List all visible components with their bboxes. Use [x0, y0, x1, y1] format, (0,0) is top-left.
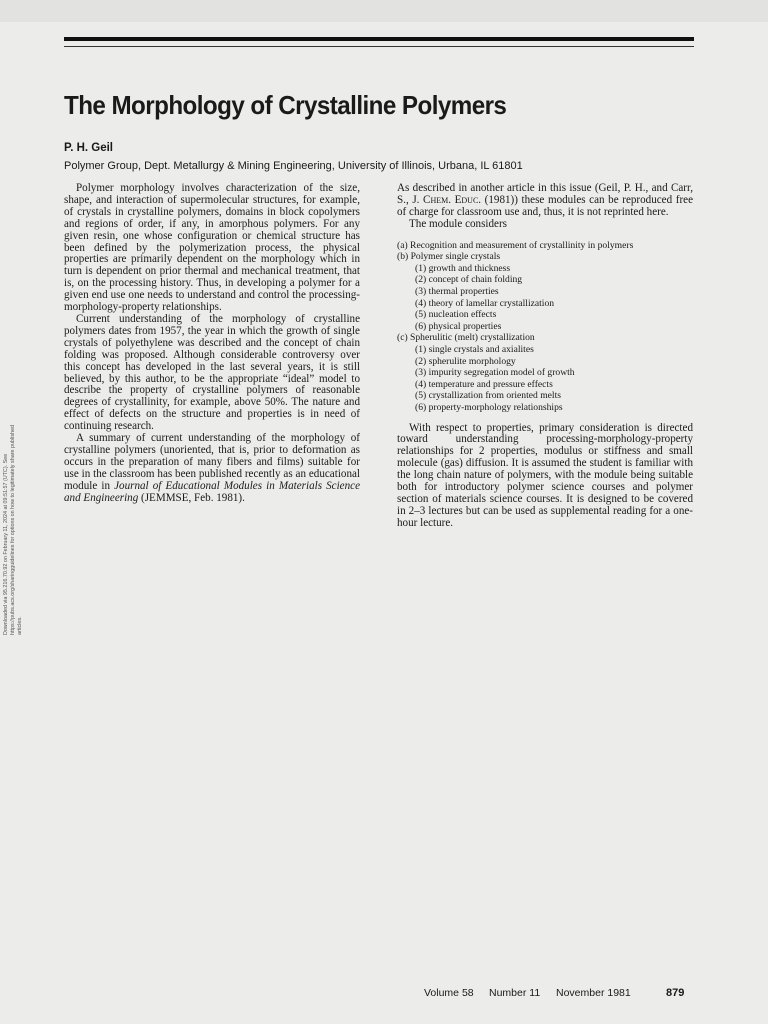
article-author: P. H. Geil — [64, 142, 114, 154]
module-topic-item: (5) nucleation effects — [415, 309, 497, 321]
paragraph: With respect to properties, primary consideration is directed toward understanding processing-morphology-property relationships for 2 properties, modulus or stiffness and small molecule (gas) diffusion. It is assumed the student is familiar with the long chain nature of polymers, with the module being suitable both for introductory polymer science courses and polymer section of materials science courses. It is designed to be covered in 2–3 lectures but can be used as supplemental reading for a one-hour lecture. — [397, 421, 693, 529]
paragraph-text: A summary of current understanding of the morphology of crystalline polymers (unoriented, that is, prior to deformation as occurs in the preparation of many fibers and films) suitable for use in the classroom has been published recently as an educational module in — [64, 432, 360, 492]
module-topic-item: (6) property-morphology relationships — [415, 401, 563, 413]
module-topic-item: (4) theory of lamellar crystallization — [415, 297, 555, 309]
journal-name: Journal of Educational Modules in Materials Science and Engineering — [64, 479, 360, 504]
module-topic-item: (2) spherulite morphology — [415, 355, 516, 367]
module-topic-item: (4) temperature and pressure effects — [415, 378, 553, 390]
module-topic-item: (6) physical properties — [415, 320, 502, 332]
paragraph: Polymer morphology involves characterization of the size, shape, and interaction of supermolecular structures, for example, of crystals in crystalline polymers, domains in block copolymers and regions of order, if any, in amorphous polymers. For any given resin, one whose configuration or chemical structure has been defined by the polymerization process, the physical properties are primarily dependent on the morphology which in turn is dependent on prior thermal and mechanical treatment, that is, on the processing history. Thus, in developing a polymer for a given end use one needs to understand and control the processing-morphology-property relationships. — [64, 182, 360, 314]
module-topic-list — [397, 240, 693, 414]
module-topic-item: (2) concept of chain folding — [415, 274, 523, 286]
paragraph-text: (1981)) these modules can be reproduced free of charge for classroom use and, thus, it is not reprinted here. — [397, 193, 694, 218]
journal-name: Chem. Educ. — [423, 193, 482, 206]
module-topic-item: (5) crystallization from oriented melts — [415, 390, 561, 402]
header-rule-thick — [64, 37, 694, 41]
module-topic-item: (c) Spherulitic (melt) crystallization — [397, 332, 535, 344]
download-side-note: Downloaded via 95.216.70.92 on February 11, 2024 at 09:51:57 (UTC). See https://pubs.acs.org/sharingguidelines for options on how to legitimately share published articles. — [3, 424, 23, 635]
module-topic-item: (3) impurity segregation model of growth — [415, 367, 575, 379]
paragraph: The module considers — [409, 217, 507, 230]
footer-date: November 1981 — [556, 987, 631, 999]
page-number: 879 — [666, 987, 685, 999]
left-column — [64, 183, 360, 504]
paragraph: Current understanding of the morphology of crystalline polymers dates from 1957, the year in which the growth of single crystals of polyethylene was described and the concept of chain folding was proposed. Although considerable controversy over this concept has developed in the last several years, it is still believed, by this author, to be the appropriate “ideal” model to describe the property of crystalline polymers of reasonable degrees of crystallinity, for example, above 50%. The nature and effect of defects on the structure and properties is in need of continuing research. — [64, 312, 360, 433]
right-column — [397, 183, 693, 530]
paragraph-text: As described in another article in this issue (Geil, P. H., and Carr, S., J. — [397, 182, 693, 206]
module-topic-item: (1) growth and thickness — [415, 262, 511, 274]
footer-number: Number 11 — [489, 987, 541, 999]
paragraph — [64, 433, 360, 504]
module-topic-item: (3) thermal properties — [415, 286, 499, 297]
author-affiliation: Polymer Group, Dept. Metallurgy & Mining Engineering, University of Illinois, Urbana, IL 61801 — [64, 160, 523, 172]
module-topic-item: (1) single crystals and axialites — [415, 343, 534, 355]
paragraph — [397, 183, 693, 219]
footer-volume: Volume 58 — [424, 987, 474, 999]
scan-top-band — [0, 0, 768, 22]
module-topic-item: (b) Polymer single crystals — [397, 251, 501, 263]
paragraph-text: (JEMMSE, Feb. 1981). — [138, 491, 245, 504]
article-title: The Morphology of Crystalline Polymers — [64, 90, 507, 120]
header-rule-thin — [64, 46, 694, 47]
module-topic-item: (a) Recognition and measurement of crystallinity in polymers — [397, 239, 634, 251]
